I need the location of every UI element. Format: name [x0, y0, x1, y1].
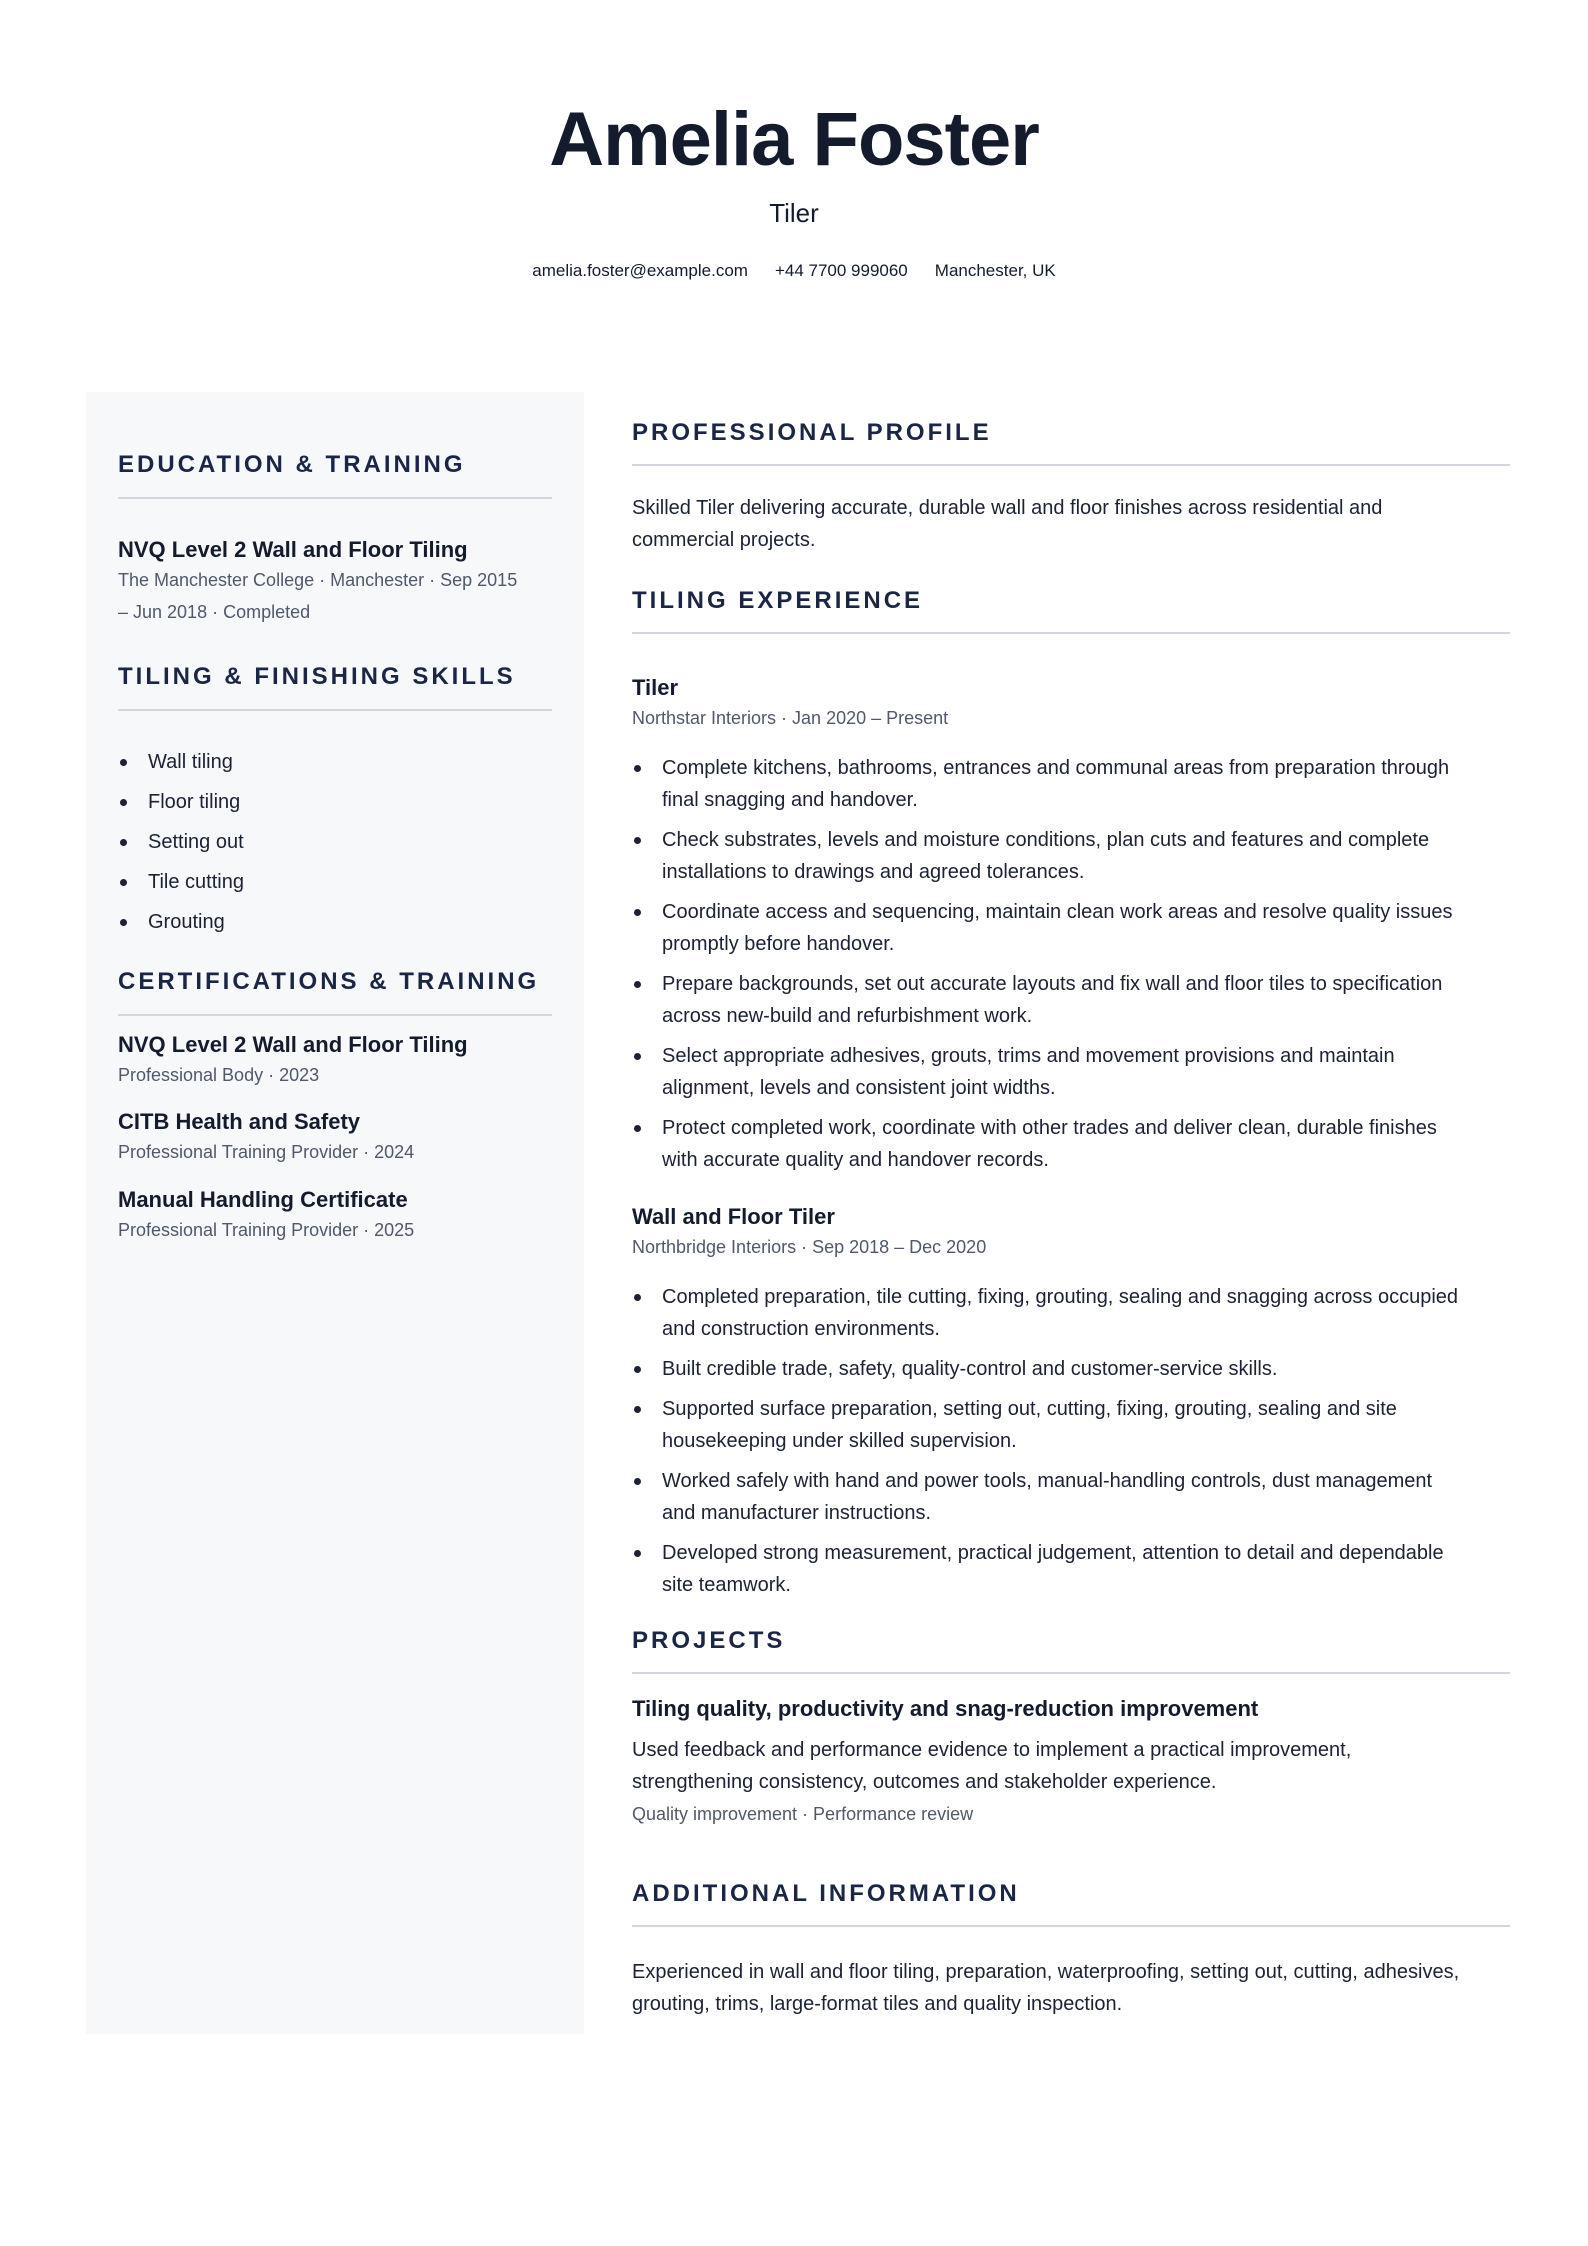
project-line: strengthening consistency, outcomes and stakeholder experience.	[632, 1771, 1217, 1793]
certifications-rule	[118, 1014, 552, 1016]
sidebar	[86, 392, 584, 2034]
job-bullet: Check substrates, levels and moisture conditions, plan cuts and features and complete installations to drawings and agreed tolerances.	[632, 824, 1510, 888]
education-heading: EDUCATION & TRAINING	[118, 451, 466, 478]
skill-item: Floor tiling	[118, 786, 552, 818]
education-item-details: The Manchester College · Manchester · Sep 2015	[118, 570, 518, 590]
project-tags: Quality improvement · Performance review	[632, 1804, 974, 1824]
job-bullets	[632, 1281, 1510, 1601]
education-item-title: NVQ Level 2 Wall and Floor Tiling	[118, 537, 468, 562]
job-bullet: Select appropriate adhesives, grouts, trims and movement provisions and maintain alignment, levels and consistent joint widths.	[632, 1040, 1510, 1104]
skills-rule	[118, 709, 552, 711]
profile-text	[632, 492, 1510, 556]
projects-heading: PROJECTS	[632, 1627, 786, 1654]
certifications-heading: CERTIFICATIONS & TRAINING	[118, 968, 540, 995]
additional-rule	[632, 1925, 1510, 1927]
job-details: Northstar Interiors · Jan 2020 – Present	[632, 708, 949, 728]
job-bullet: Worked safely with hand and power tools, manual-handling controls, dust management and manufacturer instructions.	[632, 1465, 1510, 1529]
skill-item: Wall tiling	[118, 746, 552, 778]
job-details: Northbridge Interiors · Sep 2018 – Dec 2020	[632, 1237, 987, 1257]
project-title: Tiling quality, productivity and snag-reduction improvement	[632, 1696, 1259, 1721]
certification-details: Professional Training Provider · 2024	[118, 1142, 415, 1162]
projects-rule	[632, 1672, 1510, 1674]
job-bullet: Built credible trade, safety, quality-control and customer-service skills.	[632, 1353, 1510, 1385]
job-bullet: Completed preparation, tile cutting, fixing, grouting, sealing and snagging across occupied and construction environments.	[632, 1281, 1510, 1345]
contact-phone[interactable]: +44 7700 999060	[774, 261, 908, 280]
contact-bar	[0, 260, 1588, 282]
additional-line: Experienced in wall and floor tiling, preparation, waterproofing, setting out, cutting, adhesives,	[632, 1961, 1460, 1983]
profile-heading: PROFESSIONAL PROFILE	[632, 419, 992, 446]
additional-line: grouting, trims, large-format tiles and quality inspection.	[632, 1993, 1123, 2015]
additional-text	[632, 1956, 1510, 2020]
project-description	[632, 1734, 1510, 1798]
job-bullet: Prepare backgrounds, set out accurate layouts and fix wall and floor tiles to specification across new-build and refurbishment work.	[632, 968, 1510, 1032]
profile-rule	[632, 464, 1510, 466]
education-rule	[118, 497, 552, 499]
job-bullet: Protect completed work, coordinate with other trades and deliver clean, durable finishes with accurate quality and handover records.	[632, 1112, 1510, 1176]
skills-heading: TILING & FINISHING SKILLS	[118, 663, 516, 690]
experience-rule	[632, 632, 1510, 634]
job-bullet: Coordinate access and sequencing, maintain clean work areas and resolve quality issues promptly before handover.	[632, 896, 1510, 960]
candidate-title: Tiler	[769, 198, 819, 228]
certification-title: CITB Health and Safety	[118, 1109, 361, 1134]
candidate-name: Amelia Foster	[549, 97, 1039, 182]
profile-line: commercial projects.	[632, 529, 816, 551]
job-bullets	[632, 752, 1510, 1176]
profile-line: Skilled Tiler delivering accurate, durable wall and floor finishes across residential and	[632, 497, 1383, 519]
job-title: Tiler	[632, 675, 679, 700]
job-bullet: Complete kitchens, bathrooms, entrances and communal areas from preparation through final snagging and handover.	[632, 752, 1510, 816]
experience-heading: TILING EXPERIENCE	[632, 587, 924, 614]
skills-list	[118, 746, 552, 938]
job-title: Wall and Floor Tiler	[632, 1204, 835, 1229]
skill-item: Tile cutting	[118, 866, 552, 898]
project-line: Used feedback and performance evidence to implement a practical improvement,	[632, 1739, 1352, 1761]
job-bullet: Supported surface preparation, setting out, cutting, fixing, grouting, sealing and site housekeeping under skilled supervision.	[632, 1393, 1510, 1457]
contact-email[interactable]: amelia.foster@example.com	[532, 261, 748, 280]
certification-title: NVQ Level 2 Wall and Floor Tiling	[118, 1032, 468, 1057]
additional-heading: ADDITIONAL INFORMATION	[632, 1880, 1020, 1907]
skill-item: Grouting	[118, 906, 552, 938]
certification-title: Manual Handling Certificate	[118, 1187, 408, 1212]
certification-details: Professional Body · 2023	[118, 1065, 320, 1085]
contact-location: Manchester, UK	[934, 261, 1056, 280]
job-bullet: Developed strong measurement, practical judgement, attention to detail and dependable site teamwork.	[632, 1537, 1510, 1601]
skill-item: Setting out	[118, 826, 552, 858]
education-item-details-cont: – Jun 2018 · Completed	[118, 602, 311, 622]
certification-details: Professional Training Provider · 2025	[118, 1220, 415, 1240]
